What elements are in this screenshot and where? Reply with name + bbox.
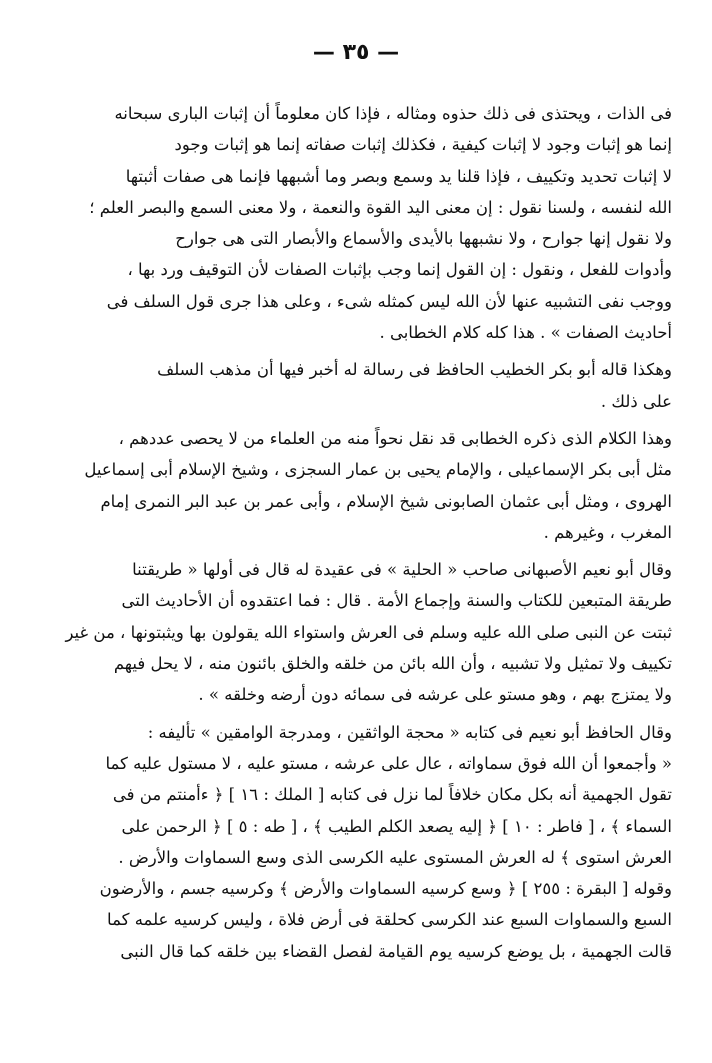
text-line: ثبتت عن النبى صلى الله عليه وسلم فى العرش واستواء الله يقولون بها ويثبتونها ، من غير (65, 622, 672, 642)
text-line: الله لنفسه ، ولسنا نقول : إن معنى اليد القوة والنعمة ، ولا معنى السمع والبصر العلم ؛ (89, 197, 672, 217)
text-line: وقال الحافظ أبو نعيم فى كتابه « محجة الواثقين ، ومدرجة الوامقين » تأليفه : (147, 722, 672, 742)
text-line: مثل أبى بكر الإسماعيلى ، والإمام يحيى بن عمار السجزى ، وشيخ الإسلام أبى إسماعيل (84, 460, 672, 480)
text-line: وقوله [ البقرة : ٢٥٥ ] ﴿ وسع كرسيه السماوات والأرض ﴾ وكرسيه جسم ، والأرضون (99, 879, 672, 899)
paragraph (46, 98, 672, 348)
page-number: — ٣٥ — (312, 40, 400, 65)
text-line: فى الذات ، ويحتذى فى ذلك حذوه ومثاله ، فإذا كان معلوماً أن إثبات البارى سبحانه (114, 104, 672, 123)
text-line: وقال أبو نعيم الأصبهانى صاحب « الحلية » فى عقيدة له قال فى أولها « طريقتنا (132, 560, 672, 580)
paragraph (46, 554, 672, 710)
text-line: إنما هو إثبات وجود لا إثبات كيفية ، فكذلك إثبات صفاته إنما هو إثبات وجود (174, 135, 672, 155)
text-line: تكييف ولا تمثيل ولا تشبيه ، وأن الله بائن من خلقه والخلق بائنون منه ، لا يحل فيهم (113, 654, 672, 674)
text-line: المغرب ، وغيرهم . (543, 522, 672, 542)
text-line: لا إثبات تحديد وتكييف ، فإذا قلنا يد وسمع وبصر وما أشبهها فإنما هى صفات أثبتها (125, 166, 672, 186)
text-line: السماء ﴾ ، [ فاطر : ١٠ ] ﴿ إليه يصعد الكلم الطيب ﴾ ، [ طه : ٥ ] ﴿ الرحمن على (121, 816, 672, 836)
text-line: الهروى ، ومثل أبى عثمان الصابونى شيخ الإسلام ، وأبى عمر بن عبد البر النمرى إمام (100, 491, 672, 511)
text-line: العرش استوى ﴾ له العرش المستوى عليه الكرسى الذى وسع السماوات والأرض . (118, 847, 672, 867)
text-line: ووجب نفى التشبيه عنها لأن الله ليس كمثله شىء ، وعلى هذا جرى قول السلف فى (106, 291, 672, 311)
paragraph (46, 717, 672, 967)
text-line: « وأجمعوا أن الله فوق سماواته ، عال على عرشه ، مستو عليه ، لا مستول عليه كما (105, 753, 672, 773)
paragraph (46, 354, 672, 417)
text-line: وهذا الكلام الذى ذكره الخطابى قد نقل نحواً منه من العلماء من لا يحصى عددهم ، (118, 428, 672, 448)
text-line: السبع والسماوات السبع عند الكرسى كحلقة فى أرض فلاة ، وليس كرسيه علمه كما (107, 910, 672, 930)
text-line: أحاديث الصفات » . هذا كله كلام الخطابى . (379, 323, 672, 343)
text-line: طريقة المتبعين للكتاب والسنة وإجماع الأمة . قال : فما اعتقدوه أن الأحاديث التى (121, 591, 672, 611)
text-line: على ذلك . (600, 391, 672, 411)
text-line: ولا يمتزج بهم ، وهو مستو على عرشه فى سمائه دون أرضه وخلقه » . (198, 685, 672, 705)
text-line: قالت الجهمية ، بل يوضع كرسيه يوم القيامة لفصل القضاء بين خلقه كما قال النبى (120, 941, 672, 961)
paragraph (46, 423, 672, 548)
text-line: وأدوات للفعل ، ونقول : إن القول إنما وجب بإثبات الصفات لأن التوقيف ورد بها ، (127, 260, 672, 280)
text-line: تقول الجهمية أنه بكل مكان خلافاً لما نزل فى كتابه [ الملك : ١٦ ] ﴿ ءأمنتم من فى (112, 785, 672, 805)
body-text (46, 98, 672, 973)
text-line: وهكذا قاله أبو بكر الخطيب الحافظ فى رسالة له أخبر فيها أن مذهب السلف (157, 360, 672, 380)
text-line: ولا نقول إنها جوارح ، ولا نشبهها بالأيدى والأسماع والأبصار التى هى جوارح (175, 229, 672, 249)
